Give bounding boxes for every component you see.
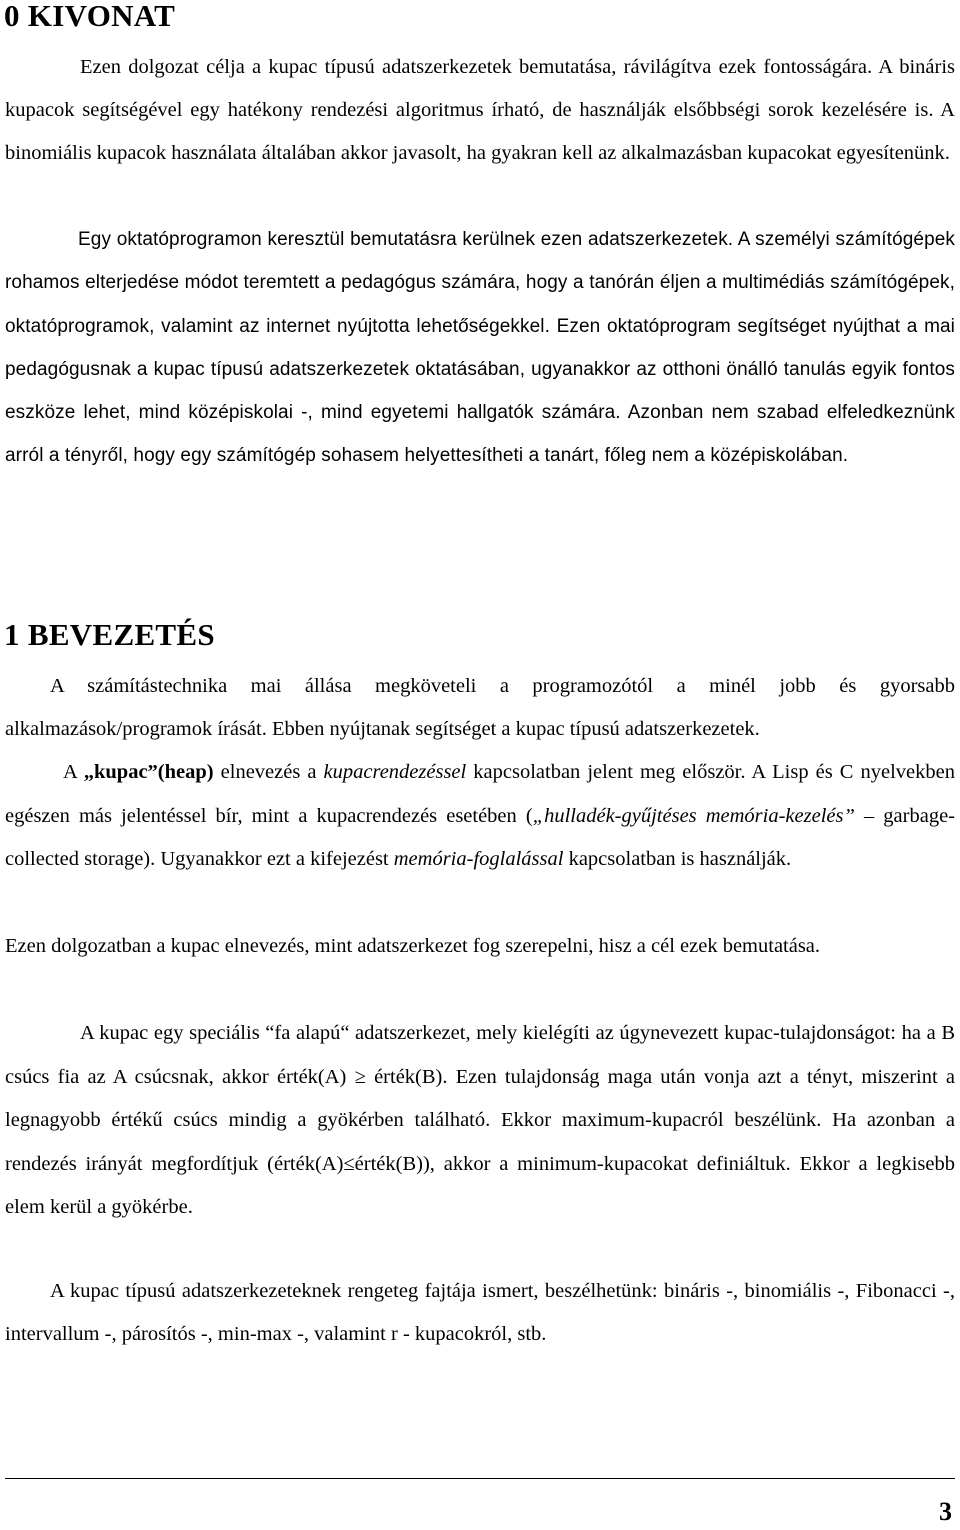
section-heading-kivonat: 0 KIVONAT — [4, 0, 176, 33]
abstract-paragraph-1: Ezen dolgozat célja a kupac típusú adatszerkezetek bemutatása, rávilágítva ezek fontosságára. A bináris kupacok segítségével egy hatékony rendezési algoritmus írható, de használják elsőbbségi sorok kezelésére is. A binomiális kupacok használata általában akkor javasolt, ha gyakran kell az alkalmazásban kupacokat egyesítenünk. — [5, 56, 955, 165]
term-kupacrendezes: kupacrendezéssel — [323, 761, 467, 783]
term-hulladek-gyujtes: „hulladék-gyűjtéses memória-kezelés” — [532, 804, 855, 827]
intro-paragraph-4: A kupac egy speciális “fa alapú“ adatszerkezet, mely kielégíti az úgynevezett kupac-tulajdonságot: ha a B csúcs fia az A csúcsnak, akkor érték(A) ≥ érték(B). Ezen tulajdonság maga után vonja azt a tényt, miszerint a legnagyobb értékű csúcs mindig a gyökérben található. Ekkor maximum-kupacról beszélünk. Ha azonban a rendezés irányát megfordítjuk (érték(A)≤érték(B)), akkor a minimum-kupacokat definiáltuk. Ekkor a legkisebb elem kerül a gyökérbe. — [5, 1022, 955, 1219]
term-kupac-heap: „kupac”(heap) — [83, 761, 214, 783]
intro-p2-text-4: – garbage-collected storage). Ugyanakkor ezt a kifejezést — [5, 804, 955, 870]
term-memoria-foglalas: memória-foglalással — [393, 848, 564, 870]
intro-paragraph-5: A kupac típusú adatszerkezeteknek rengeteg fajtája ismert, beszélhetünk: bináris -, binomiális -, Fibonacci -, intervallum -, párosítós -, min-max -, valamint r - kupacokról, stb. — [5, 1280, 955, 1346]
intro-p2-text-3: kapcsolatban jelent meg először. A Lisp és C nyelvekben egészen más jelentéssel bír, mint a kupacrendezés esetében ( — [5, 761, 955, 827]
section-heading-bevezetes: 1 BEVEZETÉS — [4, 617, 215, 652]
intro-paragraph-2 — [5, 751, 955, 882]
intro-p2-text-5: kapcsolatban is használják. — [563, 848, 792, 870]
intro-paragraph-1: A számítástechnika mai állása megköveteli a programozótól a minél jobb és gyorsabb alkalmazások/programok írását. Ebben nyújtanak segítséget a kupac típusú adatszerkezetek. — [5, 675, 955, 741]
intro-paragraph-3: Ezen dolgozatban a kupac elnevezés, mint adatszerkezet fog szerepelni, hisz a cél ezek bemutatása. — [5, 935, 821, 957]
intro-p2-text-1: A — [63, 761, 84, 783]
intro-p2-text-2: elnevezés a — [213, 761, 324, 783]
abstract-paragraph-2: Egy oktatóprogramon keresztül bemutatásra kerülnek ezen adatszerkezetek. A személyi számítógépek rohamos elterjedése módot teremtett a pedagógus számára, hogy a tanórán éljen a multimédiás számítógépek, oktatóprogramok, valamint az internet nyújtotta lehetőségekkel. Ezen oktatóprogram segítséget nyújthat a mai pedagógusnak a kupac típusú adatszerkezetek oktatásában, ugyanakkor az otthoni önálló tanulás egyik fontos eszköze lehet, mind középiskolai -, mind egyetemi hallgatók számára. Azonban nem szabad elfeledkeznünk arról a tényről, hogy egy számítógép sohasem helyettesítheti a tanárt, főleg nem a középiskolában. — [5, 229, 955, 467]
page-number: 3 — [939, 1497, 952, 1526]
footer-divider — [5, 1478, 955, 1479]
